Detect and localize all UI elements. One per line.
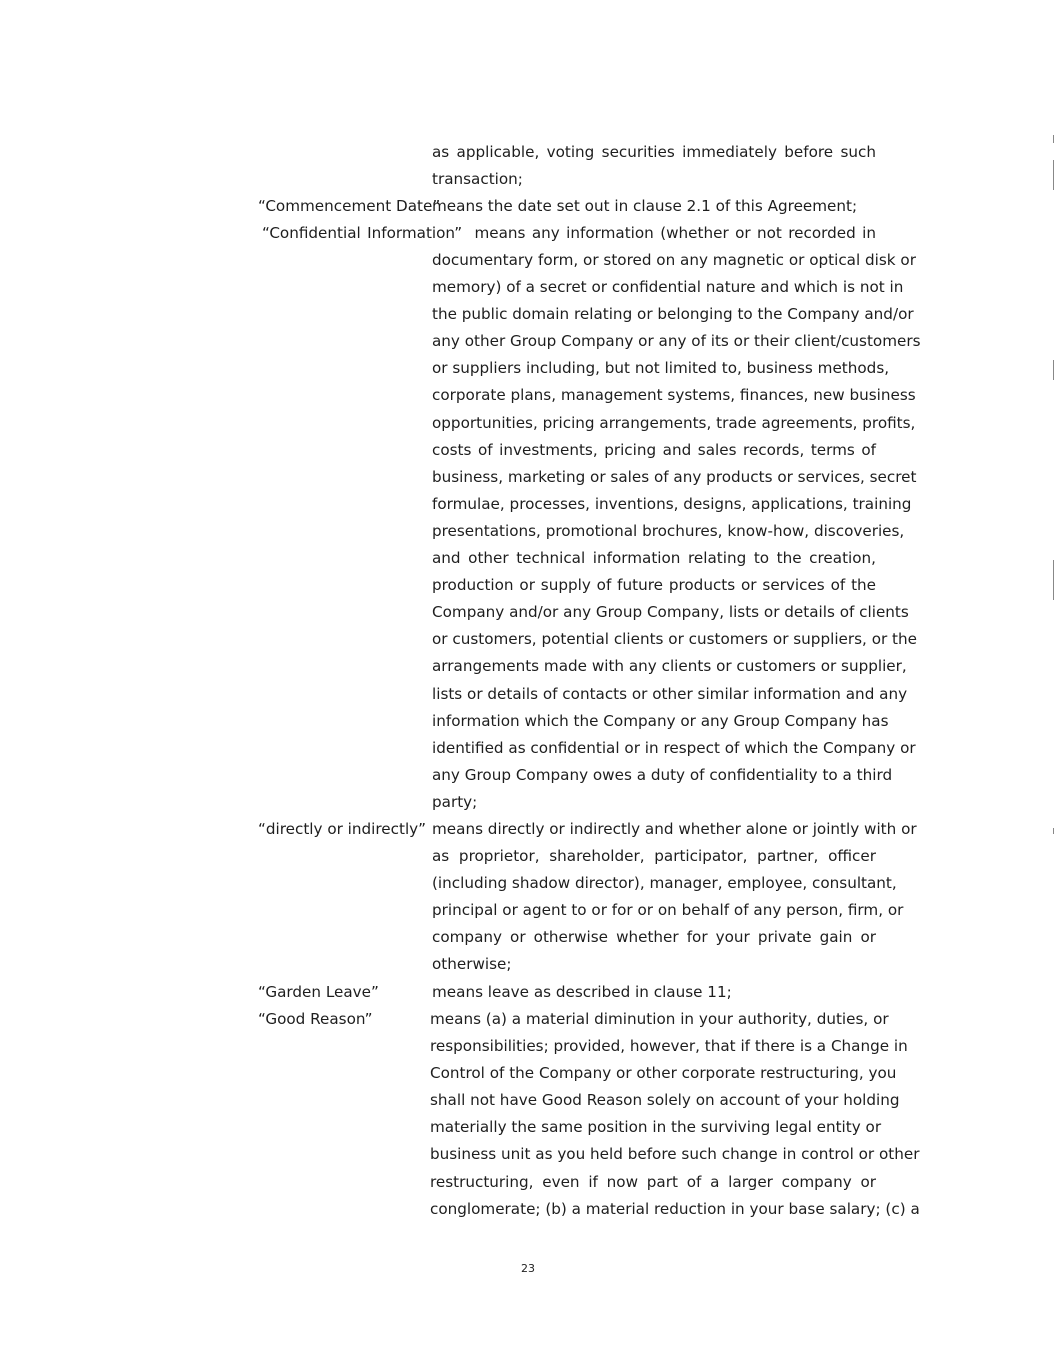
continuation-line: as applicable, voting securities immediately before such — [432, 143, 876, 161]
definition-line: means directly or indirectly and whether alone or jointly with or — [432, 820, 917, 838]
definition-line: formulae, processes, inventions, designs, applications, training — [432, 494, 912, 513]
definition-line: and other technical information relating to the creation, — [432, 549, 876, 568]
definition-line: presentations, promotional brochures, know-how, discoveries, — [432, 521, 905, 540]
term-confidential-information: “Confidential Information” — [262, 224, 463, 242]
definition-line: Control of the Company or other corporate restructuring, you — [430, 1064, 897, 1083]
definition-confidential-first-line: means any information (whether or not recorded in — [474, 224, 876, 242]
definition-line: business, marketing or sales of any products or services, secret — [432, 467, 917, 486]
definition-line: as proprietor, shareholder, participator, partner, officer — [432, 847, 876, 866]
definition-line: the public domain relating or belonging to the Company and/or — [432, 305, 914, 324]
term-garden-leave: “Garden Leave” — [258, 983, 379, 1001]
definition-line: responsibilities; provided, however, that if there is a Change in — [430, 1037, 908, 1056]
definition-line: lists or details of contacts or other similar information and any — [432, 684, 908, 703]
definition-line: or suppliers including, but not limited to, business methods, — [432, 359, 890, 378]
term-good-reason: “Good Reason” — [258, 1010, 373, 1028]
definition-line: or customers, potential clients or customers or suppliers, or the — [432, 630, 917, 649]
definition-line: conglomerate; (b) a material reduction in your base salary; (c) a — [430, 1199, 920, 1218]
definition-line: company or otherwise whether for your private gain or — [432, 928, 876, 947]
page-number: 23 — [521, 1262, 535, 1275]
scan-mark — [1053, 560, 1054, 600]
definition-line: Company and/or any Group Company, lists or details of clients — [432, 603, 909, 622]
confidential-information-first-row — [262, 220, 876, 247]
definition-line: business unit as you held before such change in control or other — [430, 1145, 920, 1164]
definition-line: identified as confidential or in respect of which the Company or — [432, 738, 916, 757]
definition-line: any other Group Company or any of its or their client/customers — [432, 332, 921, 351]
definition-commencement-date: means the date set out in clause 2.1 of this Agreement; — [432, 197, 858, 215]
scan-mark — [1053, 160, 1054, 190]
definition-directly-or-indirectly — [432, 816, 917, 979]
term-directly-or-indirectly: “directly or indirectly” — [258, 820, 427, 838]
definition-good-reason — [430, 1006, 920, 1223]
definition-line: costs of investments, pricing and sales records, terms of — [432, 440, 876, 459]
definition-line: production or supply of future products or services of the — [432, 576, 876, 595]
definition-line: party; — [432, 792, 478, 811]
scan-mark — [1053, 360, 1054, 380]
definition-line: information which the Company or any Group Company has — [432, 711, 889, 730]
term-commencement-date: “Commencement Date” — [258, 197, 441, 215]
definition-line: otherwise; — [432, 955, 512, 974]
definition-line: documentary form, or stored on any magnetic or optical disk or — [432, 251, 916, 269]
definition-confidential-information — [432, 247, 921, 816]
definition-line: corporate plans, management systems, finances, new business — [432, 386, 916, 405]
definition-line: arrangements made with any clients or customers or supplier, — [432, 657, 907, 676]
continuation-text — [432, 139, 876, 193]
continuation-line: transaction; — [432, 170, 523, 189]
definition-garden-leave: means leave as described in clause 11; — [432, 983, 732, 1001]
definition-line: shall not have Good Reason solely on account of your holding — [430, 1091, 900, 1110]
definition-line: means (a) a material diminution in your authority, duties, or — [430, 1010, 889, 1028]
definition-line: materially the same position in the surviving legal entity or — [430, 1118, 882, 1137]
definition-line: (including shadow director), manager, employee, consultant, — [432, 874, 897, 893]
scan-mark — [1053, 135, 1054, 143]
definition-line: any Group Company owes a duty of confidentiality to a third — [432, 765, 893, 784]
definition-line: principal or agent to or for or on behalf of any person, firm, or — [432, 901, 904, 920]
definition-line: opportunities, pricing arrangements, trade agreements, profits, — [432, 413, 916, 432]
definition-line: memory) of a secret or confidential nature and which is not in — [432, 278, 904, 297]
scan-mark — [1053, 828, 1054, 834]
definition-line: restructuring, even if now part of a larger company or — [430, 1172, 876, 1191]
